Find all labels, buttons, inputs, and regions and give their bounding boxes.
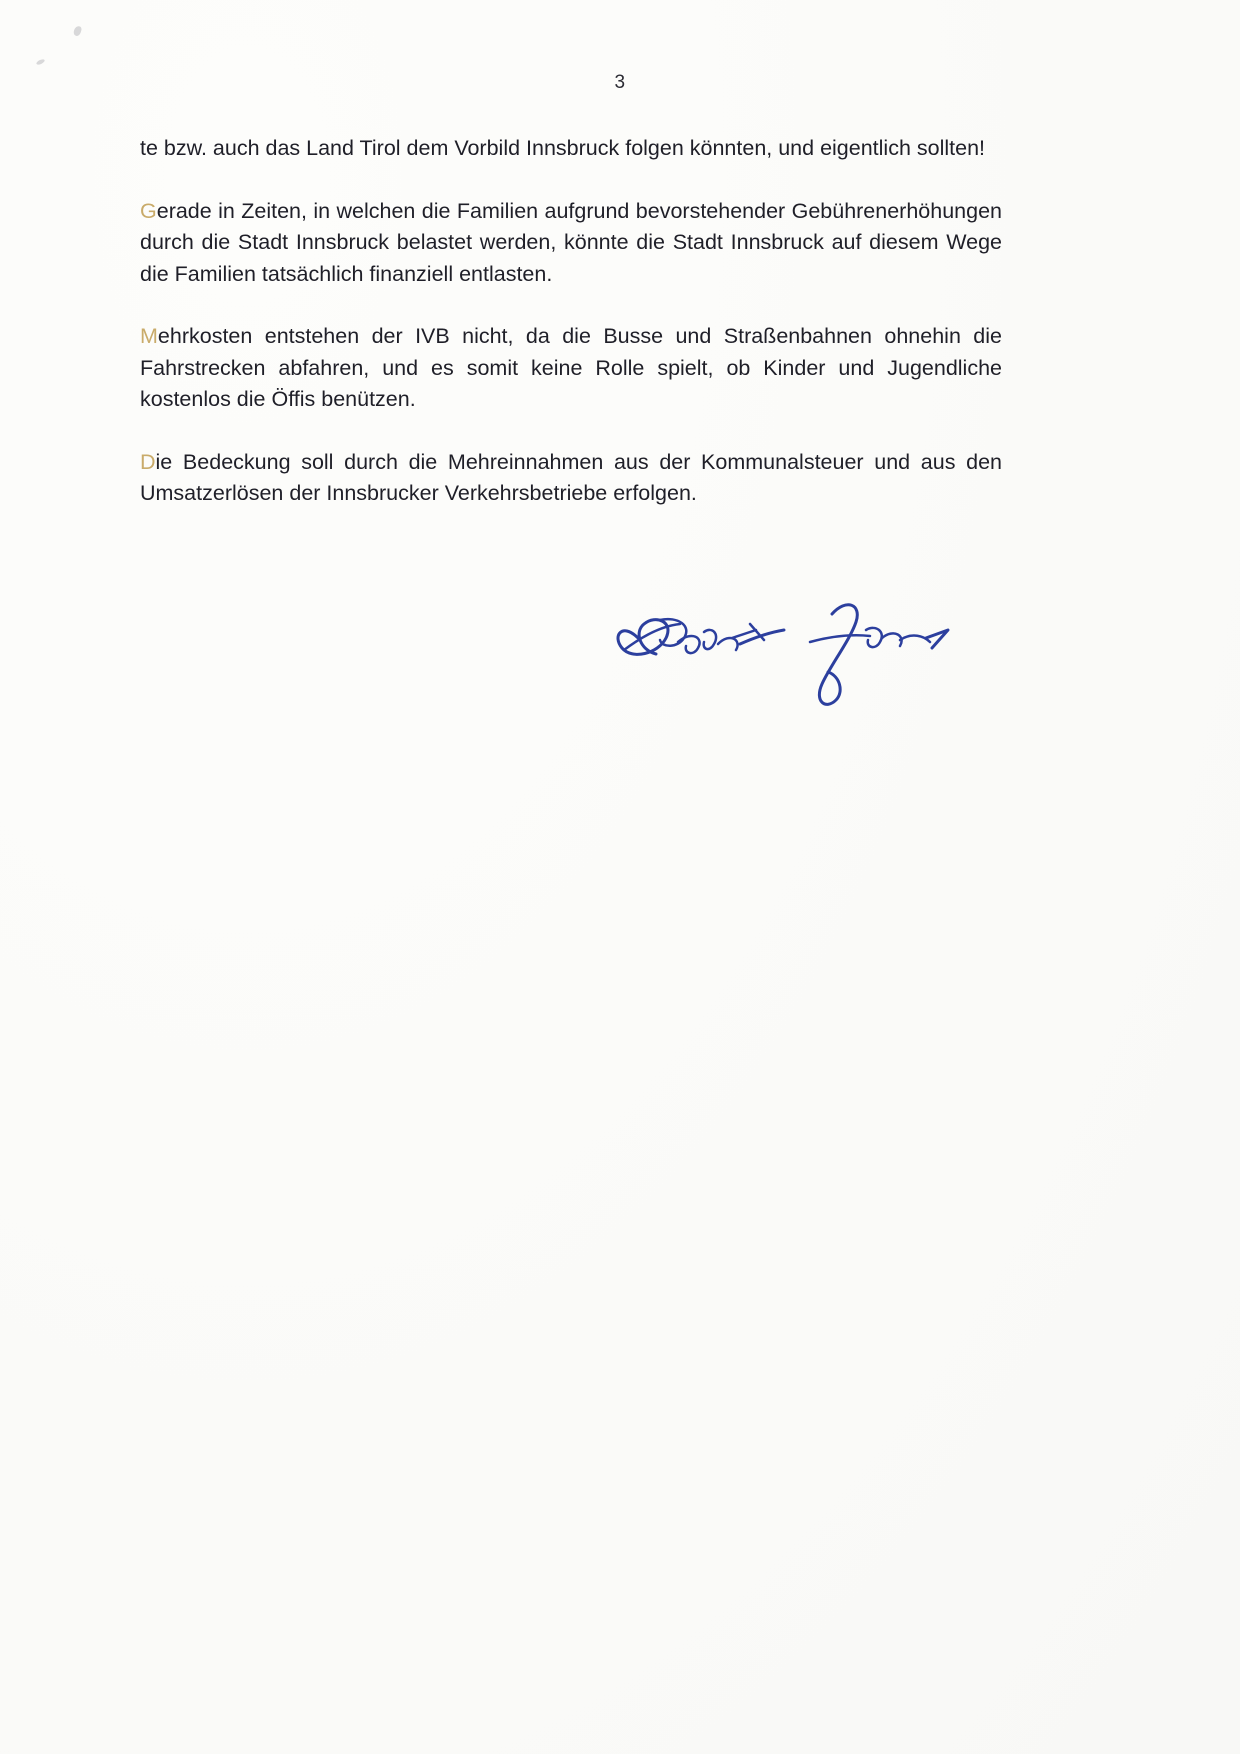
paragraph-3-text: ehrkosten entstehen der IVB nicht, da die Busse und Straßenbahnen ohnehin die Fahrstrecken abfahren, und es somit keine Rolle spielt, ob Kinder und Jugendliche kostenlos die Öffis benützen. — [140, 324, 1002, 411]
document-body — [140, 133, 1002, 510]
paragraph-2 — [140, 196, 1002, 291]
paragraph-4 — [140, 447, 1002, 510]
signature-icon — [600, 580, 1000, 720]
scan-artifact-speck — [36, 58, 46, 65]
scan-artifact-speck — [73, 25, 83, 37]
paragraph-1 — [140, 133, 1002, 165]
paragraph-4-text: ie Bedeckung soll durch die Mehreinnahmen aus der Kommunalsteuer und aus den Umsatzerlösen der Innsbrucker Verkehrsbetriebe erfolgen. — [140, 449, 1002, 505]
paragraph-2-lead: G — [140, 198, 157, 223]
paragraph-3 — [140, 321, 1002, 416]
page-number: 3 — [614, 72, 626, 93]
signature-image — [600, 580, 1000, 720]
paragraph-1-text: te bzw. auch das Land Tirol dem Vorbild Innsbruck folgen könnten, und eigentlich sollten! — [140, 136, 986, 160]
paragraph-4-lead: D — [140, 449, 156, 474]
paragraph-3-lead: M — [140, 324, 158, 348]
paragraph-2-text: erade in Zeiten, in welchen die Familien aufgrund bevorstehender Gebührenerhöhungen durch die Stadt Innsbruck belastet werden, könnte die Stadt Innsbruck auf diesem Wege die Familien tatsächlich finanziell entlasten. — [140, 198, 1002, 286]
